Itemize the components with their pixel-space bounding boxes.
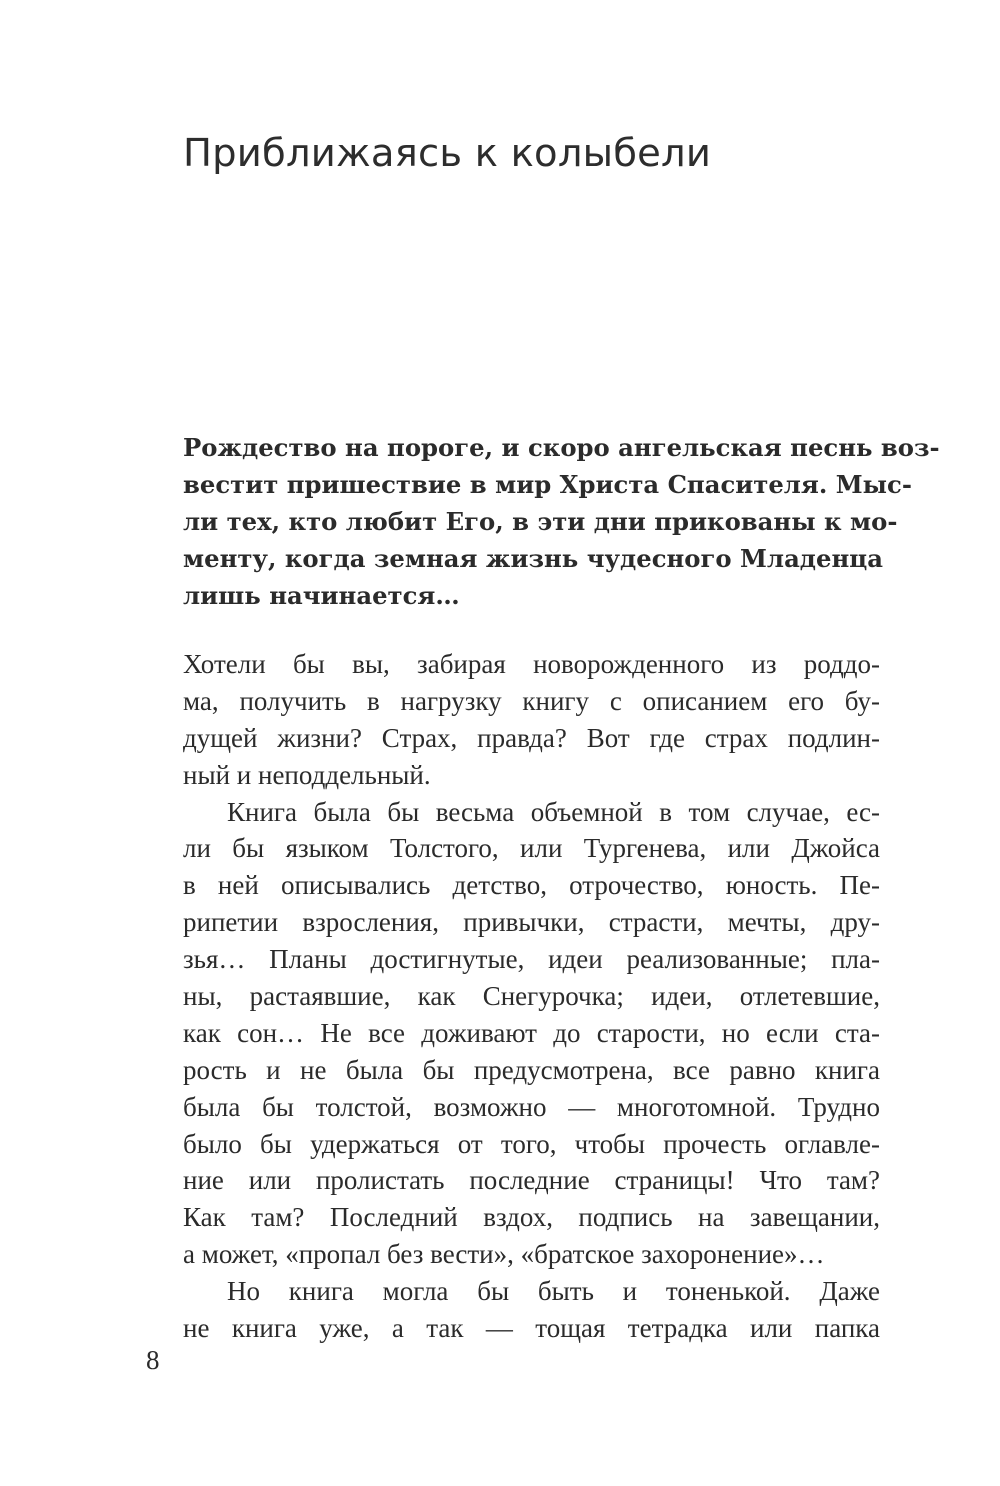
body-line: Книга была бы весьма объемной в том случае, ес- — [227, 796, 880, 827]
body-line: было бы удержаться от того, чтобы прочесть оглавле- — [183, 1128, 880, 1159]
body-line: рость и не была бы предусмотрена, все равно книга — [183, 1054, 880, 1085]
body-line: как сон… Не все доживают до старости, но если ста- — [183, 1017, 880, 1048]
body-line: была бы толстой, возможно — многотомной. Трудно — [183, 1091, 880, 1122]
lead-line: менту, когда земная жизнь чудесного Младенца — [183, 543, 883, 573]
lead-paragraph — [183, 430, 940, 614]
lead-line: ли тех, кто любит Его, в эти дни прикованы к мо- — [183, 506, 898, 536]
body-line: зья… Планы достигнутые, идеи реализованные; пла- — [183, 944, 880, 975]
lead-line: лишь начинается… — [183, 580, 460, 610]
body-text — [183, 646, 880, 1347]
body-line: Как там? Последний вздох, подпись на завещании, — [183, 1202, 880, 1233]
body-line: ный и неподдельный. — [183, 759, 431, 790]
body-line: в ней описывались детство, отрочество, юность. Пе- — [183, 870, 880, 901]
body-line: дущей жизни? Страх, правда? Вот где страх подлин- — [183, 722, 880, 753]
body-line: Но книга могла бы быть и тоненькой. Даже — [227, 1276, 880, 1307]
chapter-title: Приближаясь к колыбели — [183, 131, 712, 176]
body-line: не книга уже, а так — тощая тетрадка или папка — [183, 1313, 880, 1344]
body-line: Хотели бы вы, забирая новорожденного из роддо- — [183, 649, 880, 679]
lead-line: Рождество на пороге, и скоро ангельская песнь воз- — [183, 433, 940, 462]
lead-line: вестит пришествие в мир Христа Спасителя. Мыс- — [183, 469, 912, 499]
page-number: 8 — [146, 1345, 160, 1375]
body-line: рипетии взросления, привычки, страсти, мечты, дру- — [183, 907, 880, 938]
body-line: ние или пролистать последние страницы! Что там? — [183, 1165, 880, 1196]
body-line: ны, растаявшие, как Снегурочка; идеи, отлетевшие, — [183, 981, 880, 1012]
body-line: а может, «пропал без вести», «братское захоронение»… — [183, 1239, 825, 1270]
body-line: ли бы языком Толстого, или Тургенева, или Джойса — [183, 833, 880, 864]
body-line: ма, получить в нагрузку книгу с описанием его бу- — [183, 685, 880, 716]
